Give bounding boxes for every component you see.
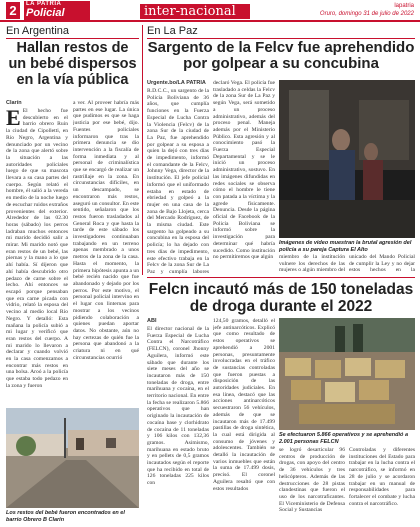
- column-rule: [142, 25, 143, 275]
- seized-drugs-photo: [279, 318, 415, 430]
- left-kicker: En Argentina: [6, 25, 139, 39]
- page-number: 2: [6, 2, 20, 19]
- section-divider: [147, 277, 415, 278]
- right-col-1: R.D.C.C., un sargento de la Policía Boliviana de 36 años, que cumplía funciones en la Fuerza Especial de Lucha Contra la Violencia (Felcv) de la zona Sur de la ciudad de La Paz, fue aprehendido por golpear a su esposa a quien la dejó con tres días de impedimento, informó el comandante de la Felcv, Johnny Vega, director de la institución. El jefe policial informó que el uniformado estaba en estado de ebriedad y golpeó a la mujer en una casa de la zona de Bajo Llojeta, cerca del Mercado Rodríguez, de la misma ciudad. Este sargento ha golpeado a su concubina en la esposa del policía; lo ha dejado con tres días de impedimento, este efectivo trabaja en la Felcv de la zona Sur de La Paz y cumplía labores: [147, 88, 209, 274]
- right-col-3a: miembro de la institución vulnere los derechos de las mujeres o algún miembro del: [279, 254, 345, 274]
- header-date: Oruro, domingo 31 de julio de 2022: [319, 11, 414, 17]
- left-byline: Clarín: [6, 100, 22, 106]
- street-photo: [6, 408, 139, 508]
- left-caption: Los restos del bebé fueron encontrados en el barrio Obrero B Clarín: [6, 510, 125, 523]
- bottom-col-4: Controladas y diferentes instituciones del Estado para trabajar en la lucha contra el narcotráfico, se informó en 28 de julio y se acordaron trabajar en un manual de responsabilidades para fortalecer el combate y lucha contra el narcotráfico.: [349, 447, 415, 507]
- left-col-1: [6, 108, 68, 404]
- left-col-2: a ver. Al proveer habría más partes en ese lugar. La única que pudimos es que se haga justicia por ese bebé, dijo. Fuentes policiales informaron que tras la primera denuncia se dio intervención a la fiscalía de forma inmediata y al personal de criminalística que se encargó de realizar un rastrillaje en la zona. En circunstancias difíciles, en un descampado, se encontraron más restos, aseguró un consultor. En este sentido, señalaron que los restos fueron trasladados al General Roca y que hasta la tarde de este sábado los investigadores continuaban trabajando en un terreno apenas membrado a unos metros de la zona de la casa. Hasta el momento, la primera hipótesis apunta a un bebé recién nacido que fue abandonado y dejado por los perros. Por este motivo, el personal policial intervino en el lugar con linternas para mostrar a los vecinos pidiendo colaboración a quienes puedan aportar datos. No obstante, aún no hay certezas de quién fue la persona que abandonó a la criatura ni en qué circunstancias ocurrió: [73, 100, 139, 361]
- left-col-1-text: El hecho fue descubierto en el barrio obrero Ruin la ciudad de Cipolletti, en Río Negro, Argentina y denunciado por un vecino de la zona que alertó sobre la situación a las autoridades policiales luego de que su mascota llevara a su casa partes del cuerpo. Según relató el hombre, él salió a la vereda en medio de la noche luego de escuchar ruidos extraños provenientes del exterior. Alrededor de las 02.30 horas (sábado) los perros ladraban muchos entonces mi marido decidió salir a mirar. Mi marido notó que eran restos de un bebé, las piernas y la mano a lo que ahí había. Sí dijeron que ahí había descubrido otro pedazo de carne sobre el lecho. Ahí entonces se escapó porque pensaban que era carne picada con vidrio, relató la esposa del vecino al medio local Río Negro. Y detalló: Esta mañana la policía subió a mi lugar y verificó que eran restos del cuerpo. A mi marido lo llevaron a declarar y cuando volvió en la casa comenzamos a encontrar más restos en una bolsa. Aroó a la policía que estaba todo pedazo en la zona y fueron: [6, 108, 68, 389]
- brand-top: LA PATRIA: [26, 1, 62, 7]
- right-kicker: En La Paz: [147, 25, 415, 39]
- bottom-headline: Felcn incautó más de 150 toneladas de droga durante el 2022: [148, 281, 414, 315]
- right-photo: [279, 80, 415, 238]
- brand-logo: [24, 1, 90, 21]
- header-site: lapatria: [394, 3, 414, 9]
- video-still-photo: [279, 80, 415, 238]
- bottom-photo: [279, 318, 415, 430]
- drop-cap: E: [6, 108, 21, 130]
- section-label: inter-nacional: [140, 4, 250, 19]
- right-headline: Sargento de la Felcv fue aprehendido por golpear a su concubina: [147, 39, 415, 72]
- right-col-2: declaró Vega. El policía fue trasladado a celdas la Felcv de la zona Sur de La Paz y según Vega, será sometido a un proceso administrativo, además del proceso penal. Maneja además por el Ministerio Público. Esta agresión y al conocimiento pasó la Fuerza Especial Departamental y se le inició un proceso administrativo, sostuvo. En las imágenes difundidas en redes sociales se observa cómo el hombre le tiene con patada a la víctima y la agrede físicamente. Denuncia. Desde la página oficial de Facebook de la Policía Boliviana se informó sobre la investigación para determinar qué habría sucedido. Como institución no permitiremos que algún: [213, 80, 275, 261]
- bottom-caption: Se efectuaron 5.866 operativos y se aprehendió a 2.001 personas FELCN: [279, 432, 408, 445]
- bottom-col-1: El director nacional de la Fuerza Especial de Lucha Contra el Narcotráfico (FELCN), coronel Jhonny Aguilera, informó este sábado que durante los siete meses del año se incautaron más de 150 toneladas de droga, entre marihuana y cocaína, en el territorio nacional. En entre la fecha se realizaron 5.866 operativos que han originado la incautación de cocaína base y clorhidrato de cocaína de 11 toneladas y 106 kilos con 132,36 gramos. Asimismo, marihuana en estado bruto y en pellets de 0,5 gramos incautados según el reporte que ha recibido en total de 126 toneladas 225 kilos con: [147, 326, 209, 487]
- left-photo: [6, 408, 139, 508]
- right-col-3b: unicado del Mando Policial de cumplir la Ley y no dejar estos hechos en la: [349, 254, 415, 274]
- left-headline: Hallan restos de un bebé dispersos en la vía pública: [8, 40, 137, 88]
- right-caption: Imágenes de video muestran la brutal agresión del policía a su pareja Captura El Alto: [279, 240, 412, 253]
- bottom-col-3: se logró desarticular 96 centros de producción de drogas, con apoyo del centro de 36 vehículos y tres helicópteros. Además de las destrucciones de 28 pistas clandestinas que fueron el uso de los narcotraficantes. El Viceministerio de Defensa Social y Sustancias: [279, 447, 345, 514]
- right-byline: Urgente.bo/LA PATRIA: [147, 80, 206, 86]
- brand-main: Policial: [26, 7, 65, 19]
- bottom-col-2: 124,50 gramos, detalló el jefe antinarcóticos. Explicó que como resultado de estos operativos se aprehendió a 2001 personas, presuntamente involucradas en el tráfico de sustancias controladas que fueron puestas a disposición de las autoridades judiciales. En esa línea, destacó que las acciones antinarcóticos secuestraron 56 vehículos, además de que se incautaron más de 17.499 pastillas de droga sintética, la cual está dirigida al consumo de jóvenes y adolescentes. También se detalló la incautación de varios inmuebles que están la suma de 17.499 dosis, precisó. El coronel Aguilera resaltó que con estos resultados: [213, 318, 275, 492]
- bottom-byline: ABI: [147, 318, 157, 324]
